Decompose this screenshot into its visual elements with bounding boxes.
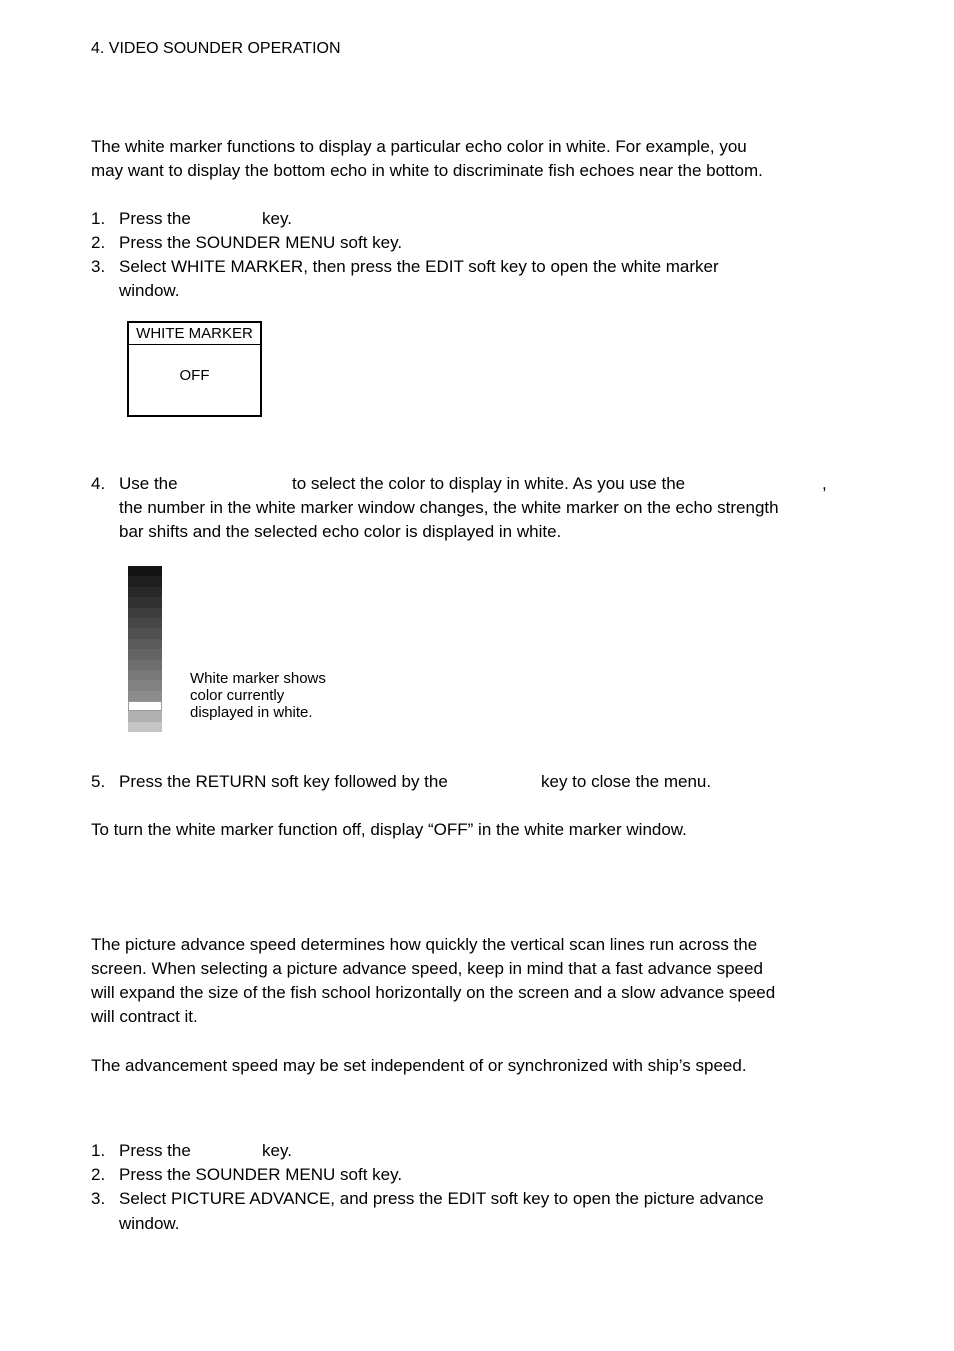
pa-intro-line-1: The picture advance speed determines how quickly the vertical scan lines run across the bbox=[91, 935, 758, 954]
echo-strength-bar bbox=[128, 566, 162, 732]
step-text: Press the bbox=[119, 1141, 191, 1160]
step-text: Press the SOUNDER MENU soft key. bbox=[119, 233, 403, 252]
echo-color-segment bbox=[128, 649, 162, 659]
sync-note: The advancement speed may be set independent of or synchronized with ship’s speed. bbox=[91, 1056, 747, 1075]
step-text: Press the SOUNDER MENU soft key. bbox=[119, 1165, 403, 1184]
step-number: 2. bbox=[91, 233, 106, 252]
white-marker-window bbox=[127, 321, 262, 417]
intro-line-2: may want to display the bottom echo in white to discriminate fish echoes near the bottom. bbox=[91, 161, 763, 180]
caption-line: displayed in white. bbox=[190, 704, 313, 721]
white-marker-window-title: WHITE MARKER bbox=[129, 323, 260, 345]
step-text: window. bbox=[119, 281, 180, 300]
echo-color-segment bbox=[128, 639, 162, 649]
echo-color-segment bbox=[128, 576, 162, 586]
step-text: Use the bbox=[119, 474, 178, 493]
step-text: key. bbox=[262, 1141, 292, 1160]
step-text: Press the RETURN soft key followed by the bbox=[119, 772, 448, 791]
echo-color-segment bbox=[128, 608, 162, 618]
step-text: Press the bbox=[119, 209, 191, 228]
echo-color-segment bbox=[128, 680, 162, 690]
step-text: Select WHITE MARKER, then press the EDIT soft key to open the white marker bbox=[119, 257, 719, 276]
caption-line: White marker shows bbox=[190, 670, 326, 687]
intro-line-1: The white marker functions to display a particular echo color in white. For example, you bbox=[91, 137, 747, 156]
echo-color-segment bbox=[128, 597, 162, 607]
off-note: To turn the white marker function off, display “OFF” in the white marker window. bbox=[91, 820, 687, 839]
step-number: 3. bbox=[91, 257, 106, 276]
step-text: the number in the white marker window changes, the white marker on the echo strength bbox=[119, 498, 779, 517]
pa-intro-line-2: screen. When selecting a picture advance speed, keep in mind that a fast advance speed bbox=[91, 959, 763, 978]
step-text: window. bbox=[119, 1214, 180, 1233]
step-text: Select PICTURE ADVANCE, and press the EDIT soft key to open the picture advance bbox=[119, 1189, 764, 1208]
white-marker-caption bbox=[190, 670, 326, 721]
echo-color-segment bbox=[128, 566, 162, 576]
echo-color-segment bbox=[128, 722, 162, 732]
echo-color-segment bbox=[128, 618, 162, 628]
page-header: 4. VIDEO SOUNDER OPERATION bbox=[91, 40, 341, 57]
echo-color-segment bbox=[128, 628, 162, 638]
caption-line: color currently bbox=[190, 687, 285, 704]
white-marker-segment bbox=[128, 701, 162, 711]
step-number: 5. bbox=[91, 772, 106, 791]
step-number: 3. bbox=[91, 1189, 106, 1208]
echo-color-segment bbox=[128, 670, 162, 680]
step-number: 1. bbox=[91, 1141, 106, 1160]
pa-intro-line-3: will expand the size of the fish school horizontally on the screen and a slow advance speed bbox=[91, 983, 776, 1002]
step-text: bar shifts and the selected echo color is displayed in white. bbox=[119, 522, 562, 541]
echo-color-segment bbox=[128, 691, 162, 701]
step-number: 1. bbox=[91, 209, 106, 228]
step-text: key to close the menu. bbox=[541, 772, 712, 791]
white-marker-window-value: OFF bbox=[179, 367, 210, 384]
step-number: 2. bbox=[91, 1165, 106, 1184]
echo-color-segment bbox=[128, 660, 162, 670]
step-number: 4. bbox=[91, 474, 106, 493]
step-text: , bbox=[822, 474, 827, 493]
step-text: key. bbox=[262, 209, 292, 228]
pa-intro-line-4: will contract it. bbox=[91, 1007, 198, 1026]
step-text: to select the color to display in white. As you use the bbox=[292, 474, 686, 493]
echo-color-segment bbox=[128, 711, 162, 721]
echo-color-segment bbox=[128, 587, 162, 597]
